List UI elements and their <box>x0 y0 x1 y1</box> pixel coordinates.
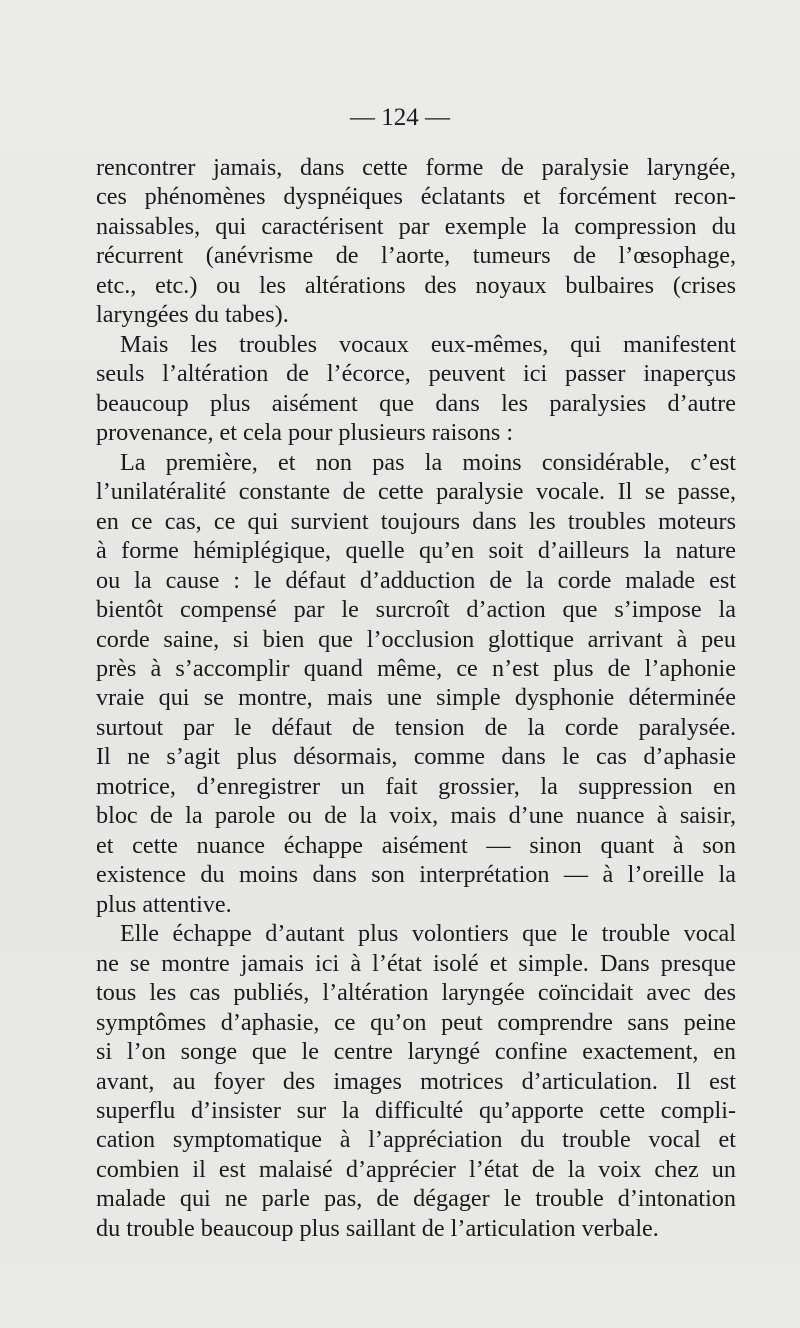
text-line: cation symptomatique à l’appréciation du trouble vocal et <box>96 1126 736 1154</box>
text-line: corde saine, si bien que l’occlusion glottique arrivant à peu <box>96 625 736 653</box>
text-line: ou la cause : le défaut d’adduction de la corde malade est <box>96 566 736 594</box>
text-line: tous les cas publiés, l’altération laryngée coïncidait avec des <box>96 979 736 1007</box>
text-line: bloc de la parole ou de la voix, mais d’une nuance à saisir, <box>96 802 736 830</box>
page-number: — 124 — <box>350 104 450 131</box>
paragraph <box>96 919 736 1243</box>
text-line: Il ne s’agit plus désormais, comme dans le cas d’aphasie <box>96 743 736 771</box>
text-line: si l’on songe que le centre laryngé confine exactement, en <box>96 1038 736 1066</box>
text-line: existence du moins dans son interprétation — à l’oreille la <box>96 861 736 889</box>
paragraph <box>96 448 736 920</box>
body-text <box>96 153 736 1243</box>
text-line: beaucoup plus aisément que dans les paralysies d’autre <box>96 389 736 417</box>
text-line: avant, au foyer des images motrices d’articulation. Il est <box>96 1067 736 1095</box>
text-line: ces phénomènes dyspnéiques éclatants et forcément recon- <box>96 183 736 211</box>
text-line: laryngées du tabes). <box>96 301 289 329</box>
text-line: récurrent (anévrisme de l’aorte, tumeurs de l’œsophage, <box>96 242 736 270</box>
text-line: naissables, qui caractérisent par exemple la compression du <box>96 212 736 240</box>
text-line: plus attentive. <box>96 890 232 918</box>
text-line: du trouble beaucoup plus saillant de l’articulation verbale. <box>96 1214 659 1242</box>
text-line: rencontrer jamais, dans cette forme de paralysie laryngée, <box>96 154 736 181</box>
text-line: La première, et non pas la moins considérable, c’est <box>120 448 736 476</box>
text-line: seuls l’altération de l’écorce, peuvent ici passer inaperçus <box>96 360 736 388</box>
paragraph <box>96 330 736 448</box>
text-line: à forme hémiplégique, quelle qu’en soit d’ailleurs la nature <box>96 537 736 565</box>
text-line: Mais les troubles vocaux eux-mêmes, qui manifestent <box>120 330 736 358</box>
text-line: en ce cas, ce qui survient toujours dans les troubles moteurs <box>96 507 736 535</box>
text-line: etc., etc.) ou les altérations des noyaux bulbaires (crises <box>96 271 736 299</box>
text-line: l’unilatéralité constante de cette paralysie vocale. Il se passe, <box>96 478 736 506</box>
text-line: symptômes d’aphasie, ce qu’on peut comprendre sans peine <box>96 1008 736 1036</box>
text-line: superflu d’insister sur la difficulté qu’apporte cette compli- <box>96 1097 736 1124</box>
text-line: malade qui ne parle pas, de dégager le trouble d’intonation <box>96 1185 736 1213</box>
text-line: combien il est malaisé d’apprécier l’état de la voix chez un <box>96 1155 736 1183</box>
text-line: vraie qui se montre, mais une simple dysphonie déterminée <box>96 684 736 712</box>
text-line: bientôt compensé par le surcroît d’action que s’impose la <box>96 596 736 624</box>
text-line: motrice, d’enregistrer un fait grossier, la suppression en <box>96 772 736 800</box>
paragraph <box>96 153 736 330</box>
text-line: près à s’accomplir quand même, ce n’est plus de l’aphonie <box>96 654 736 682</box>
text-line: surtout par le défaut de tension de la corde paralysée. <box>96 713 736 741</box>
text-line: Elle échappe d’autant plus volontiers que le trouble vocal <box>120 920 736 948</box>
text-line: provenance, et cela pour plusieurs raisons : <box>96 419 514 447</box>
text-line: ne se montre jamais ici à l’état isolé et simple. Dans presque <box>96 949 736 977</box>
text-line: et cette nuance échappe aisément — sinon quant à son <box>96 831 736 859</box>
